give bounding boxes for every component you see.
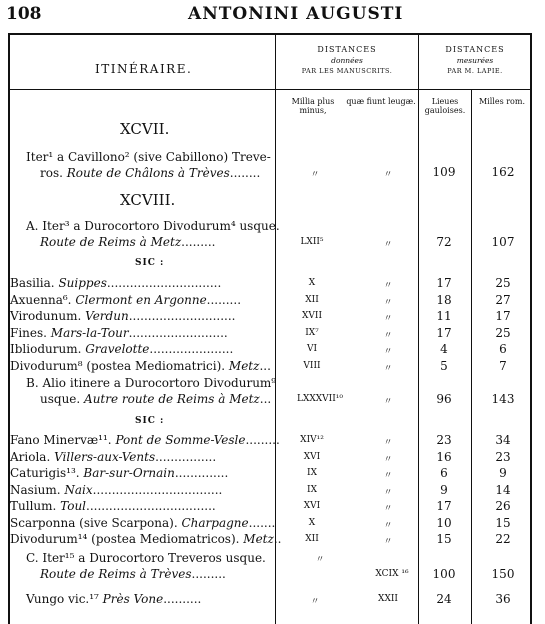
station-leugae: 〃: [383, 347, 393, 358]
station-leugae: 〃: [383, 454, 393, 465]
station-modern-name: Verdun: [85, 309, 129, 324]
leader-dots: .........: [245, 433, 280, 447]
station-row: [10, 499, 216, 513]
leader-dots: ..................................: [86, 499, 216, 513]
station-lieues: 17: [436, 325, 452, 340]
station-latin-name: Ibliodurum.: [10, 342, 86, 357]
station-leugae: 〃: [383, 281, 393, 291]
station-latin-name: Ariola.: [10, 449, 55, 464]
station-leugae: 〃: [383, 471, 393, 481]
station-latin-name: Caturigis¹³.: [10, 466, 84, 480]
station-modern-name: Pont de Somme-Vesle: [115, 433, 246, 447]
station-lieues: 9: [440, 482, 448, 497]
station-lieues: 11: [436, 309, 452, 324]
station-vungo: Vungo vic.¹⁷ Près Vone..........: [26, 592, 202, 606]
route-98b-line1: B. Alio itinere a Durocortoro Divodurum⁹: [26, 376, 277, 390]
station-latin-name: Fano Minervæ¹¹.: [10, 433, 116, 447]
station-row: [10, 359, 271, 373]
station-modern-name: Metz: [228, 359, 260, 373]
station-latin-name: Virodunum.: [10, 309, 86, 324]
station-modern-name: Gravelotte: [85, 342, 150, 357]
leader-dots: ..............: [174, 466, 229, 480]
station-lieues: 16: [436, 449, 452, 464]
header-bottom-rule: [8, 89, 532, 90]
route-98b-leugae: 〃: [383, 397, 393, 407]
station-milles: 14: [495, 482, 511, 497]
header-itinerary: ITINÉRAIRE.: [95, 62, 193, 76]
route-98c-ms-top: 〃: [315, 555, 325, 565]
station-modern-name: Metz: [243, 532, 274, 546]
station-vungo-milles: 36: [495, 592, 511, 606]
leader-dots: ..........................: [128, 325, 228, 340]
station-milles: 22: [495, 532, 511, 546]
station-milles: 9: [499, 466, 507, 480]
col-head-leugae: quæ fiunt leugæ.: [346, 97, 416, 106]
station-latin-name: Axuenna⁶.: [10, 292, 76, 307]
station-lieues: 17: [436, 499, 452, 513]
station-row: [10, 433, 280, 447]
station-row: [10, 309, 236, 323]
station-ms-distance: IX: [307, 484, 317, 495]
station-leugae: 〃: [383, 438, 393, 448]
station-ms-distance: VIII: [303, 361, 321, 371]
station-milles: 34: [495, 433, 511, 447]
station-lieues: 17: [436, 276, 452, 290]
station-leugae: 〃: [383, 330, 393, 341]
station-modern-name: Villers-aux-Vents: [54, 449, 156, 464]
station-vungo-ms: 〃: [310, 597, 320, 607]
route-98a-leugae: 〃: [383, 240, 393, 250]
route-98a-line1: A. Iter³ a Durocortoro Divodurum⁴ usque.: [26, 219, 280, 233]
sic-label-a: SIC :: [135, 258, 165, 268]
route-98a-lieues: 72: [436, 235, 452, 249]
station-leugae: 〃: [383, 297, 393, 308]
station-lieues: 18: [436, 292, 452, 307]
station-row: [10, 293, 241, 307]
station-row: [10, 326, 228, 340]
station-lieues: 15: [436, 532, 452, 546]
route-98c-lieues: 100: [432, 567, 456, 581]
station-ms-distance: XVI: [303, 501, 321, 511]
route-98a-milles: 107: [491, 235, 515, 249]
station-modern-name: Bar-sur-Ornain: [83, 466, 175, 480]
station-milles: 23: [495, 449, 511, 464]
station-latin-name: Divodurum⁸ (postea Mediomatrici).: [10, 359, 229, 373]
station-ms-distance: X: [308, 517, 316, 528]
station-ms-distance: IX: [307, 468, 317, 478]
leader-dots: ............................: [128, 309, 236, 324]
col-rule-measured: [471, 89, 472, 624]
route-98b-milles: 143: [491, 392, 515, 406]
station-leugae: 〃: [383, 537, 393, 547]
leader-dots: ..............................: [106, 276, 222, 290]
station-ms-distance: XVII: [301, 311, 323, 322]
header-distances-manuscripts: DISTANCES données PAR LES MANUSCRITS.: [301, 45, 393, 75]
leader-dots: .........: [206, 292, 242, 307]
route-97-leugae: 〃: [383, 170, 393, 180]
col-head-lieues: Lieues gauloises.: [424, 97, 466, 115]
route-98a-ms: LXII⁵: [300, 237, 324, 247]
station-ms-distance: X: [308, 278, 316, 288]
route-98c-milles: 150: [491, 567, 515, 581]
station-milles: 27: [495, 292, 511, 307]
station-latin-name: Basilia.: [10, 276, 59, 290]
table-top-rule: [8, 33, 532, 35]
col-head-milles: Milles rom.: [478, 97, 526, 106]
station-leugae: 〃: [383, 504, 393, 514]
leader-dots: ..: [273, 532, 282, 546]
station-latin-name: Scarponna (sive Scarpona).: [10, 515, 182, 530]
route-98c-leugae: XCIX ¹⁶: [375, 569, 409, 579]
station-latin-name: Fines.: [10, 325, 51, 340]
route-97-lieues: 109: [432, 165, 456, 179]
route-97-ms: 〃: [310, 170, 320, 180]
station-leugae: 〃: [383, 314, 393, 325]
route-98b-line2: usque. Autre route de Reims à Metz...: [40, 392, 272, 406]
leader-dots: .......: [248, 515, 276, 530]
route-98b-lieues: 96: [436, 392, 452, 406]
station-row: [10, 276, 221, 290]
route-98c-line1: C. Iter¹⁵ a Durocortoro Treveros usque.: [26, 551, 266, 565]
station-milles: 25: [495, 276, 511, 290]
station-leugae: 〃: [383, 520, 393, 531]
station-latin-name: Nasium.: [10, 482, 65, 497]
leader-dots: ................: [155, 449, 217, 464]
station-modern-name: Mars-la-Tour: [50, 325, 129, 340]
leader-dots: ......................: [149, 342, 234, 357]
route-98a-line2: Route de Reims à Metz.........: [40, 235, 216, 249]
station-leugae: 〃: [383, 364, 393, 374]
station-milles: 6: [499, 342, 507, 357]
station-lieues: 5: [440, 359, 448, 373]
station-lieues: 4: [440, 342, 448, 357]
station-row: [10, 342, 233, 356]
leader-dots: ...: [259, 359, 271, 373]
station-ms-distance: IX⁷: [305, 327, 319, 338]
page-number: 108: [6, 4, 42, 24]
station-lieues: 23: [436, 433, 452, 447]
station-row: [10, 532, 281, 546]
station-latin-name: Tullum.: [10, 499, 61, 513]
station-row: [10, 450, 216, 464]
col-head-millia: Millia plus minus,: [291, 97, 335, 115]
header-distances-measured: DISTANCES mesurées PAR M. LAPIE.: [445, 45, 505, 75]
station-latin-name: Divodurum¹⁴ (postea Mediomatricos).: [10, 532, 244, 546]
station-row: [10, 483, 222, 497]
route-97-line1: Iter¹ a Cavillono² (sive Cabillono) Treve-: [26, 150, 271, 164]
section-heading-97: XCVII.: [120, 120, 170, 138]
station-lieues: 10: [436, 515, 452, 530]
station-milles: 7: [499, 359, 507, 373]
station-milles: 17: [495, 309, 511, 324]
station-modern-name: Charpagne: [181, 515, 249, 530]
station-ms-distance: XIV¹²: [300, 435, 324, 445]
sic-label-b: SIC :: [135, 416, 165, 426]
station-vungo-leugae: XXII: [378, 594, 398, 604]
station-lieues: 6: [440, 466, 448, 480]
station-modern-name: Naix: [64, 482, 93, 497]
station-modern-name: Clermont en Argonne: [75, 292, 207, 307]
station-row: [10, 516, 275, 530]
station-ms-distance: XVI: [303, 451, 321, 462]
station-ms-distance: VI: [306, 344, 318, 355]
station-leugae: 〃: [383, 487, 393, 498]
station-ms-distance: XII: [305, 534, 319, 544]
route-98b-ms: LXXXVII¹⁰: [296, 394, 344, 404]
route-97-line2: ros. Route de Châlons à Trèves........: [40, 166, 261, 180]
route-97-milles: 162: [491, 165, 515, 179]
station-ms-distance: XII: [305, 294, 319, 305]
station-modern-name: Toul: [60, 499, 87, 513]
col-rule-mss: [418, 33, 419, 624]
leader-dots: ..................................: [92, 482, 223, 497]
route-98c-line2: Route de Reims à Trèves.........: [40, 567, 226, 581]
station-row: [10, 466, 228, 480]
station-milles: 15: [495, 515, 511, 530]
station-milles: 25: [495, 325, 511, 340]
station-vungo-lieues: 24: [436, 592, 452, 606]
station-milles: 26: [495, 499, 511, 513]
running-head: ANTONINI AUGUSTI: [188, 4, 404, 24]
col-rule-right: [530, 33, 532, 624]
section-heading-98: XCVIII.: [120, 191, 176, 209]
station-modern-name: Suippes: [58, 276, 107, 290]
